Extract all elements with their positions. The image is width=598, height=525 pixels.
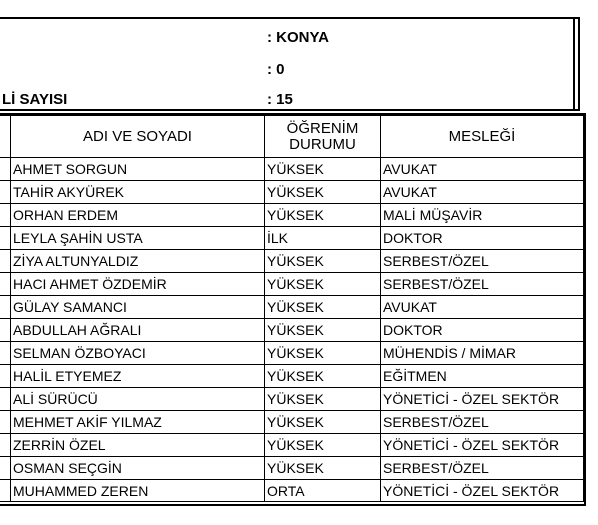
table-row [0,456,584,479]
job-cell: AVUKAT [380,180,584,203]
table-row [0,410,584,433]
job-cell: SERBEST/ÖZEL [380,272,584,295]
row-index-cell [0,249,10,272]
education-cell: YÜKSEK [264,387,380,410]
job-cell: EĞİTMEN [380,364,584,387]
education-cell: YÜKSEK [264,318,380,341]
table-row [0,479,584,502]
table-row [0,341,584,364]
name-cell: MUHAMMED ZEREN [10,479,264,502]
row-index-cell [0,318,10,341]
job-cell: MALİ MÜŞAVİR [380,203,584,226]
name-cell: SELMAN ÖZBOYACI [10,341,264,364]
col-education-label: ÖĞRENİM DURUMU [286,119,359,153]
row-index-cell [0,180,10,203]
education-cell: YÜKSEK [264,249,380,272]
job-cell: YÖNETİCİ - ÖZEL SEKTÖR [380,479,584,502]
col-name-header: ADI VE SOYADI [10,115,264,157]
table-row [0,295,584,318]
name-cell: ABDULLAH AĞRALI [10,318,264,341]
col-education-header [264,115,380,157]
name-cell: ORHAN ERDEM [10,203,264,226]
job-cell: AVUKAT [380,295,584,318]
name-cell: MEHMET AKİF YILMAZ [10,410,264,433]
count-value: : 15 [267,91,293,108]
name-cell: ZERRİN ÖZEL [10,433,264,456]
job-cell: SERBEST/ÖZEL [380,249,584,272]
row-index-cell [0,272,10,295]
education-cell: YÜKSEK [264,456,380,479]
table-row [0,203,584,226]
education-cell: YÜKSEK [264,203,380,226]
table-body [0,157,584,502]
table-row [0,318,584,341]
row-index-cell [0,226,10,249]
header-box [0,17,580,111]
table-row [0,433,584,456]
name-cell: ZİYA ALTUNYALDIZ [10,249,264,272]
row-index-cell [0,364,10,387]
row-index-cell [0,479,10,502]
name-cell: HACI AHMET ÖZDEMİR [10,272,264,295]
job-cell: SERBEST/ÖZEL [380,456,584,479]
job-cell: AVUKAT [380,157,584,180]
row-index-cell [0,410,10,433]
row-index-cell [0,387,10,410]
table-row [0,157,584,180]
members-table [0,115,584,502]
col-job-header: MESLEĞİ [380,115,584,157]
name-cell: ALİ SÜRÜCÜ [10,387,264,410]
row-index-cell [0,456,10,479]
table-row [0,387,584,410]
row-index-cell [0,157,10,180]
name-cell: AHMET SORGUN [10,157,264,180]
job-cell: DOKTOR [380,318,584,341]
education-cell: YÜKSEK [264,341,380,364]
count-label: Lİ SAYISI [2,91,68,108]
education-cell: ORTA [264,479,380,502]
job-cell: YÖNETİCİ - ÖZEL SEKTÖR [380,433,584,456]
job-cell: SERBEST/ÖZEL [380,410,584,433]
education-cell: İLK [264,226,380,249]
row-index-cell [0,433,10,456]
job-cell: DOKTOR [380,226,584,249]
row-index-cell [0,341,10,364]
education-cell: YÜKSEK [264,433,380,456]
education-cell: YÜKSEK [264,157,380,180]
table-row [0,272,584,295]
city-value: : KONYA [267,29,329,46]
name-cell: TAHİR AKYÜREK [10,180,264,203]
name-cell: LEYLA ŞAHİN USTA [10,226,264,249]
name-cell: OSMAN SEÇGİN [10,456,264,479]
job-cell: YÖNETİCİ - ÖZEL SEKTÖR [380,387,584,410]
table-row [0,249,584,272]
table-row [0,364,584,387]
table-header-row [0,115,584,157]
name-cell: HALİL ETYEMEZ [10,364,264,387]
education-cell: YÜKSEK [264,364,380,387]
zero-value: : 0 [267,61,285,78]
table-row [0,180,584,203]
job-cell: MÜHENDİS / MİMAR [380,341,584,364]
education-cell: YÜKSEK [264,180,380,203]
education-cell: YÜKSEK [264,295,380,318]
row-index-cell [0,295,10,318]
education-cell: YÜKSEK [264,272,380,295]
row-index-cell [0,203,10,226]
name-cell: GÜLAY SAMANCI [10,295,264,318]
table-row [0,226,584,249]
col-blank-header [0,115,10,157]
education-cell: YÜKSEK [264,410,380,433]
